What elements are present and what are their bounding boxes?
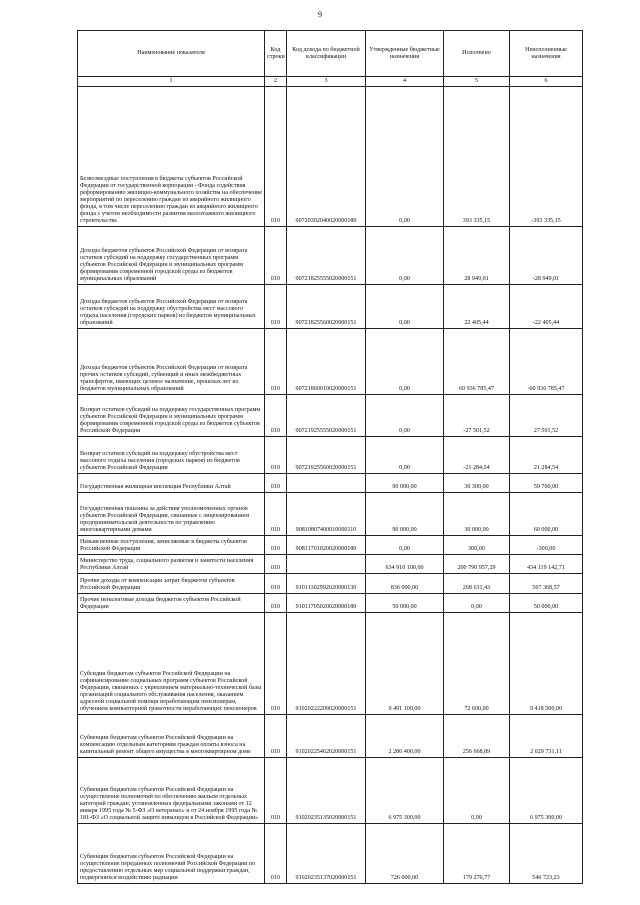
row-unexecuted: 60 000,00 [510, 493, 583, 536]
row-approved: 0,00 [366, 285, 444, 329]
row-name: Возврат остатков субсидий на поддержку обустройства мест массового отдыха населения (городских парков) из бюджетов субъектов Российской Федерации [78, 437, 265, 474]
row-line-code: 010 [265, 594, 287, 613]
row-executed: 256 668,89 [444, 715, 510, 758]
row-income-code: 91020222209020000151 [287, 613, 366, 715]
row-line-code: 010 [265, 437, 287, 474]
row-approved: 90 000,00 [366, 493, 444, 536]
row-name: Государственная пошлина за действия уполномоченных органов субъектов Российской Федерации, связанные с лицензированием предпринимательской деятельности по управлению многоквартирными домами [78, 493, 265, 536]
row-unexecuted: 567 368,57 [510, 574, 583, 594]
row-executed: 30 300,00 [444, 474, 510, 493]
table-row [78, 613, 583, 715]
row-line-code: 010 [265, 227, 287, 285]
row-unexecuted: 434 119 142,71 [510, 555, 583, 574]
row-approved: 0,00 [366, 329, 444, 395]
row-unexecuted: -300,00 [510, 536, 583, 555]
row-income-code [287, 474, 366, 493]
row-name: Субвенции бюджетам субъектов Российской Федерации на осуществление полномочий по обеспечению жильем отдельных категорий граждан, установленных федеральными законами от 12 января 1995 года № 5-ФЗ «О ветеранах» и от 24 ноября 1995 года № 181-ФЗ «О социальной защите инвалидов в Российской Федерации» [78, 758, 265, 824]
row-approved: 634 910 100,00 [366, 555, 444, 574]
header-unexecuted: Неисполненные назначения [510, 31, 583, 77]
row-approved: 2 286 400,00 [366, 715, 444, 758]
row-approved: 0,00 [366, 395, 444, 437]
row-line-code: 010 [265, 574, 287, 594]
header-approved: Утвержденные бюджетные назначения [366, 31, 444, 77]
header-name: Наименование показателя [78, 31, 265, 77]
row-unexecuted: 546 723,23 [510, 824, 583, 884]
row-name: Субсидии бюджетам субъектов Российской Федерации на софинансирование социальных программ субъектов Российской Федерации, связанных с укреплением материально-технической базы организаций социального обслуживания населения, оказанием адресной социальной помощи неработающим пенсионерам, обучением компьютерной грамотности неработающих пенсионеров [78, 613, 265, 715]
row-approved: 9 491 100,00 [366, 613, 444, 715]
row-name: Доходы бюджетов субъектов Российской Федерации от возврата остатков субсидий на поддержку обустройства мест массового отдыха населения (городских парков) из бюджетов муниципальных образований [78, 285, 265, 329]
table-row [78, 594, 583, 613]
table-row [78, 536, 583, 555]
row-approved: 6 975 300,00 [366, 758, 444, 824]
row-executed: 393 335,15 [444, 87, 510, 227]
column-number: 5 [444, 77, 510, 87]
row-unexecuted: -393 335,15 [510, 87, 583, 227]
row-executed: 72 600,00 [444, 613, 510, 715]
row-income-code: 90721860010020000151 [287, 329, 366, 395]
row-unexecuted: 50 000,00 [510, 594, 583, 613]
row-executed: 268 631,43 [444, 574, 510, 594]
row-income-code: 91011302992020000130 [287, 574, 366, 594]
row-name: Субвенции бюджетам субъектов Российской Федерации на компенсацию отдельным категориям граждан оплаты взноса на капитальный ремонт общего имущества в многоквартирном доме [78, 715, 265, 758]
row-line-code: 010 [265, 758, 287, 824]
row-line-code: 010 [265, 536, 287, 555]
row-income-code: 91011705020020000180 [287, 594, 366, 613]
row-line-code: 010 [265, 824, 287, 884]
row-approved: 0,00 [366, 87, 444, 227]
row-executed: 30 000,00 [444, 493, 510, 536]
page-number: 9 [318, 10, 322, 19]
row-approved: 0,00 [366, 536, 444, 555]
table-row [78, 493, 583, 536]
row-unexecuted: -28 949,01 [510, 227, 583, 285]
table-row [78, 555, 583, 574]
column-number: 2 [265, 77, 287, 87]
row-name: Безвозмездные поступления в бюджеты субъектов Российской Федерации от государственной корпорации - Фонда содействия реформированию жилищно-коммунального хозяйства на обеспечение мероприятий по переселению граждан из аварийного жилищного фонда, в том числе переселению граждан из аварийного жилищного фонда с учетом необходимости развития малоэтажного жилищного строительства [78, 87, 265, 227]
row-approved: 90 000,00 [366, 474, 444, 493]
row-executed: 22 405,44 [444, 285, 510, 329]
row-income-code: 90811701020020000180 [287, 536, 366, 555]
row-unexecuted: 2 029 731,11 [510, 715, 583, 758]
row-executed: 0,00 [444, 758, 510, 824]
budget-table [77, 30, 583, 884]
row-executed: 300,00 [444, 536, 510, 555]
row-income-code: 90720302040020000180 [287, 87, 366, 227]
row-line-code: 010 [265, 285, 287, 329]
row-line-code: 010 [265, 715, 287, 758]
row-name: Прочие доходы от компенсации затрат бюджетов субъектов Российской Федерации [78, 574, 265, 594]
row-unexecuted: 27 501,52 [510, 395, 583, 437]
header-income-code: Код дохода по бюджетной классификации [287, 31, 366, 77]
column-number: 1 [78, 77, 265, 87]
row-line-code: 010 [265, 555, 287, 574]
row-unexecuted: 9 418 500,00 [510, 613, 583, 715]
table-row [78, 474, 583, 493]
table-row [78, 758, 583, 824]
row-unexecuted: -22 405,44 [510, 285, 583, 329]
row-line-code: 010 [265, 395, 287, 437]
row-income-code: 90810807400010000110 [287, 493, 366, 536]
row-income-code: 90721825555020000151 [287, 227, 366, 285]
row-approved: 0,00 [366, 227, 444, 285]
row-income-code [287, 555, 366, 574]
table-row [78, 227, 583, 285]
table-row [78, 285, 583, 329]
row-income-code: 90721925560020000151 [287, 437, 366, 474]
header-line-code: Код строки [265, 31, 287, 77]
row-income-code: 91020225462020000151 [287, 715, 366, 758]
row-name: Доходы бюджетов субъектов Российской Федерации от возврата остатков субсидий на поддержку государственных программ субъектов Российской Федерации и муниципальных программ формирования современной городской среды из бюджетов муниципальных образований [78, 227, 265, 285]
row-executed: 179 276,77 [444, 824, 510, 884]
row-name: Государственная жилищная инспекция Республики Алтай [78, 474, 265, 493]
row-executed: -21 284,54 [444, 437, 510, 474]
column-number: 6 [510, 77, 583, 87]
row-income-code: 91020235135020000151 [287, 758, 366, 824]
row-unexecuted: 59 700,00 [510, 474, 583, 493]
row-name: Прочие неналоговые доходы бюджетов субъектов Российской Федерации [78, 594, 265, 613]
row-approved: 726 000,00 [366, 824, 444, 884]
table-row [78, 329, 583, 395]
header-row [78, 31, 583, 77]
row-approved: 50 000,00 [366, 594, 444, 613]
row-name: Невыясненные поступления, зачисляемые в бюджеты субъектов Российской Федерации [78, 536, 265, 555]
row-name: Возврат остатков субсидий на поддержку государственных программ субъектов Российской Федерации и муниципальных программ формирования современной городской среды из бюджетов субъектов Российской Федерации [78, 395, 265, 437]
table-row [78, 824, 583, 884]
table-row [78, 715, 583, 758]
row-executed: 28 949,01 [444, 227, 510, 285]
column-number: 4 [366, 77, 444, 87]
table-row [78, 395, 583, 437]
row-executed: -27 501,52 [444, 395, 510, 437]
row-name: Министерство труда, социального развития и занятости населения Республики Алтай [78, 555, 265, 574]
row-line-code: 010 [265, 613, 287, 715]
row-line-code: 010 [265, 329, 287, 395]
row-name: Субвенции бюджетам субъектов Российской Федерации на осуществление переданных полномочий Российской Федерации по предоставлению отдельных мер социальной поддержки граждан, подвергшихся воздействию радиации [78, 824, 265, 884]
row-name: Доходы бюджетов субъектов Российской Федерации от возврата прочих остатков субсидий, субвенций и иных межбюджетных трансфертов, имеющих целевое назначение, прошлых лет из бюджетов муниципальных образований [78, 329, 265, 395]
row-approved: 0,00 [366, 437, 444, 474]
row-income-code: 90721925555020000151 [287, 395, 366, 437]
column-number-row [78, 77, 583, 87]
row-executed: 0,00 [444, 594, 510, 613]
header-executed: Исполнено [444, 31, 510, 77]
row-line-code: 010 [265, 87, 287, 227]
row-unexecuted: -60 936 785,47 [510, 329, 583, 395]
row-line-code: 010 [265, 493, 287, 536]
row-unexecuted: 21 284,54 [510, 437, 583, 474]
table-row [78, 87, 583, 227]
row-income-code: 90721825560020000151 [287, 285, 366, 329]
row-unexecuted: 6 975 300,00 [510, 758, 583, 824]
row-income-code: 91020235137020000151 [287, 824, 366, 884]
table-row [78, 437, 583, 474]
row-line-code: 010 [265, 474, 287, 493]
row-executed: 60 936 785,47 [444, 329, 510, 395]
row-approved: 836 000,00 [366, 574, 444, 594]
table-row [78, 574, 583, 594]
column-number: 3 [287, 77, 366, 87]
row-executed: 200 790 957,29 [444, 555, 510, 574]
